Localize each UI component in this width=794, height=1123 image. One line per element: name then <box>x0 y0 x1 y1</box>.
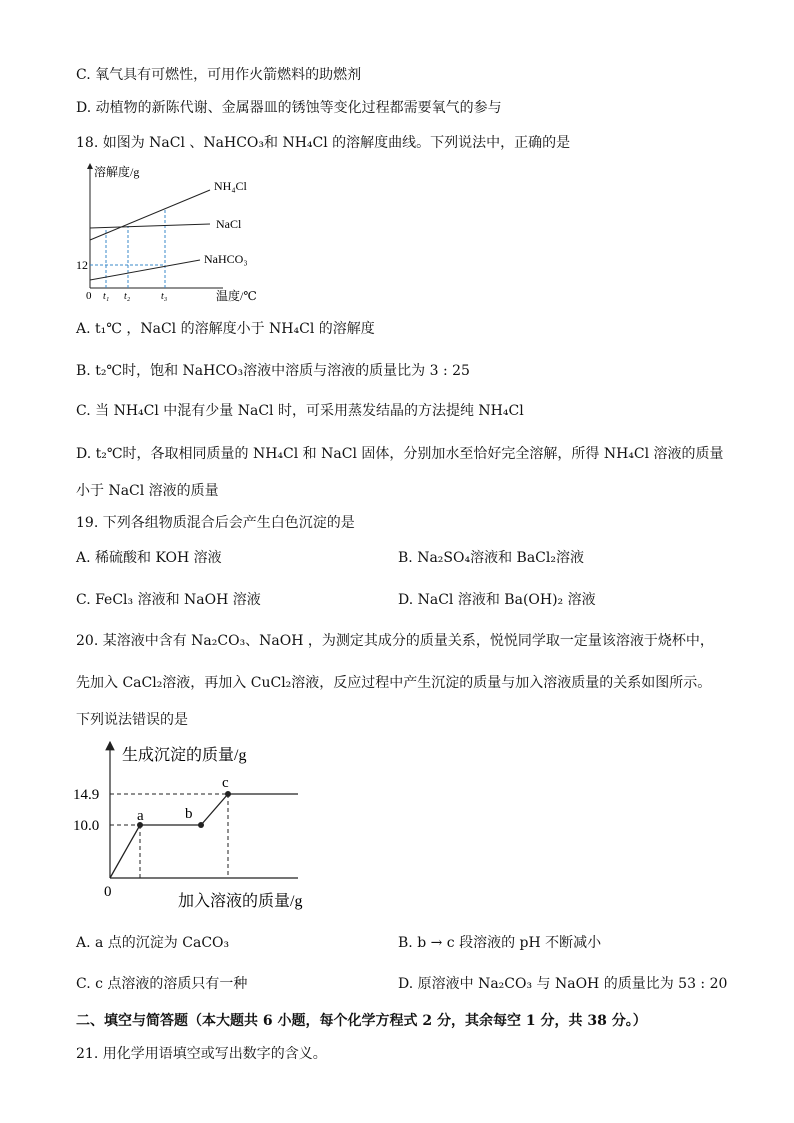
y-tick-14.9: 14.9 <box>73 787 100 803</box>
series-line <box>110 794 298 878</box>
section-2-heading: 二、填空与简答题（本大题共 6 小题，每个化学方程式 2 分，其余每空 1 分，共 38 分。） <box>76 1013 647 1029</box>
option-17c: C. 氧气具有可燃性，可用作火箭燃料的助燃剂 <box>76 67 362 83</box>
x-tick-t3: t₃ <box>161 291 168 302</box>
y-tick-10.0: 10.0 <box>73 818 100 834</box>
option-18a: A. t₁℃ ，NaCl 的溶解度小于 NH₄Cl 的溶解度 <box>76 321 375 337</box>
x-axis-label: 加入溶液的质量/g <box>178 893 303 910</box>
series-label-nahco3: NaHCO₃ <box>204 252 248 266</box>
x-axis-label: 温度/℃ <box>216 289 257 303</box>
question-20-line1: 20. 某溶液中含有 Na₂CO₃、NaOH ，为测定其成分的质量关系，悦悦同学取一定量该溶液于烧杯中， <box>76 633 714 649</box>
point-label-b: b <box>185 806 193 822</box>
point-label-c: c <box>222 775 229 791</box>
option-18b: B. t₂℃时，饱和 NaHCO₃溶液中溶质与溶液的质量比为 3 : 25 <box>76 363 470 379</box>
option-19a: A. 稀硫酸和 KOH 溶液 <box>76 550 222 566</box>
solubility-chart <box>78 158 278 308</box>
option-20b: B. b → c 段溶液的 pH 不断减小 <box>398 935 602 951</box>
option-18c: C. 当 NH₄Cl 中混有少量 NaCl 时，可采用蒸发结晶的方法提纯 NH₄Cl <box>76 403 524 419</box>
option-19b: B. Na₂SO₄溶液和 BaCl₂溶液 <box>398 550 584 566</box>
option-20d: D. 原溶液中 Na₂CO₃ 与 NaOH 的质量比为 53 : 20 <box>398 976 728 992</box>
question-20-line2: 先加入 CaCl₂溶液，再加入 CuCl₂溶液，反应过程中产生沉淀的质量与加入溶液质量的关系如图所示。 <box>76 675 712 691</box>
question-18: 18. 如图为 NaCl 、NaHCO₃和 NH₄Cl 的溶解度曲线。下列说法中，正确的是 <box>76 135 571 151</box>
option-19c: C. FeCl₃ 溶液和 NaOH 溶液 <box>76 592 261 608</box>
precipitate-chart <box>70 738 340 918</box>
y-axis-label: 生成沉淀的质量/g <box>122 747 247 764</box>
x-tick-t1: t₁ <box>103 291 110 302</box>
question-21: 21. 用化学用语填空或写出数字的含义。 <box>76 1046 327 1062</box>
series-nh4cl-line <box>90 190 210 240</box>
origin-label: 0 <box>104 884 112 900</box>
question-19: 19. 下列各组物质混合后会产生白色沉淀的是 <box>76 515 355 531</box>
option-18d-line1: D. t₂℃时，各取相同质量的 NH₄Cl 和 NaCl 固体，分别加水至恰好完全溶解，所得 NH₄Cl 溶液的质量 <box>76 446 724 462</box>
series-label-nacl: NaCl <box>216 217 242 231</box>
series-nacl-line <box>90 224 210 228</box>
option-18d-line2: 小于 NaCl 溶液的质量 <box>76 483 219 499</box>
point-b <box>198 822 204 828</box>
point-c <box>225 791 231 797</box>
series-label-nh4cl: NH₄Cl <box>214 179 247 193</box>
option-17d: D. 动植物的新陈代谢、金属器皿的锈蚀等变化过程都需要氧气的参与 <box>76 100 502 116</box>
y-axis-label: 溶解度/g <box>94 165 140 179</box>
point-label-a: a <box>137 808 144 824</box>
option-20a: A. a 点的沉淀为 CaCO₃ <box>76 935 230 951</box>
option-19d: D. NaCl 溶液和 Ba(OH)₂ 溶液 <box>398 592 596 608</box>
y-tick-12: 12 <box>76 258 88 272</box>
origin-label: 0 <box>86 290 92 302</box>
option-20c: C. c 点溶液的溶质只有一种 <box>76 976 248 992</box>
question-20-line3: 下列说法错误的是 <box>76 712 188 728</box>
x-tick-t2: t₂ <box>124 291 131 302</box>
